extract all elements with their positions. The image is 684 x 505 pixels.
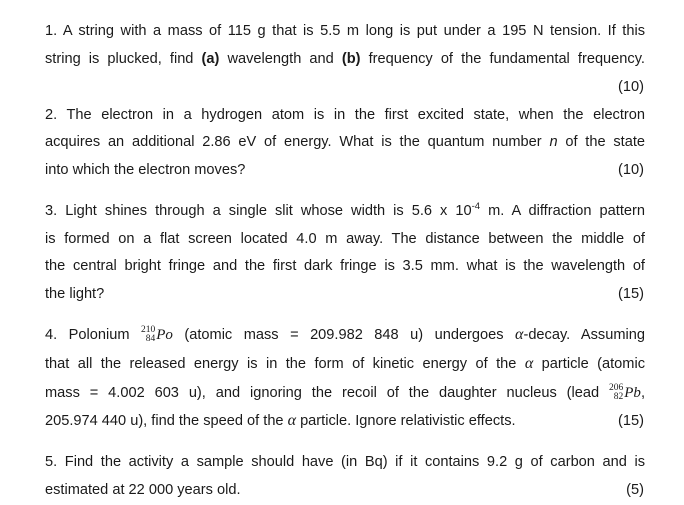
q1-text-2a: string is plucked, find xyxy=(45,51,202,67)
q3-text-1b: m. A diffraction pattern xyxy=(480,203,645,219)
lead-nuclide xyxy=(609,384,641,403)
q2-points: (10) xyxy=(618,162,644,178)
q3-number: 3. xyxy=(45,203,58,219)
pb-atomic-number: 82 xyxy=(613,391,624,402)
q4-line-3 xyxy=(45,384,645,403)
q1-number: 1. xyxy=(45,23,58,39)
q4-text-1a: Polonium xyxy=(68,327,141,343)
q4-text-4a: 205.974 440 u), find the speed of the xyxy=(45,413,288,429)
q1-part-a: (a) xyxy=(201,51,220,67)
q3-line-4: the light? xyxy=(45,286,105,302)
q2-text-2a: acquires an additional 2.86 eV of energy. What is the quantum number xyxy=(45,134,550,150)
po-atomic-number: 84 xyxy=(145,333,156,344)
q2-number: 2. xyxy=(45,107,58,123)
q1-part-b: (b) xyxy=(341,51,361,67)
q5-number: 5. xyxy=(45,454,58,470)
q4-text-4b: particle. Ignore relativistic effects. xyxy=(296,413,516,429)
q2-line-3: into which the electron moves? xyxy=(45,162,246,178)
q3-text-1a: Light shines through a single slit whose width is 5.6 x 10 xyxy=(65,203,472,219)
q3-exponent: -4 xyxy=(471,201,481,212)
q2-text-2b: of the state xyxy=(557,134,646,150)
q2-variable-n: n xyxy=(549,134,558,150)
q2-text-1: The electron in a hydrogen atom is in the first excited state, when the electron xyxy=(66,107,645,123)
q4-text-2b: particle (atomic xyxy=(533,356,645,372)
q3-line-3: the central bright fringe and the first dark fringe is 3.5 mm. what is the wavelength of xyxy=(45,258,645,274)
q4-line-1 xyxy=(45,326,645,345)
q4-line-4 xyxy=(45,412,645,430)
q1-text-1: A string with a mass of 115 g that is 5.5 m long is put under a 195 N tension. If this xyxy=(62,23,645,39)
q4-line-2 xyxy=(45,355,645,373)
q3-points: (15) xyxy=(618,286,644,302)
polonium-nuclide xyxy=(141,326,173,345)
q4-text-1b: (atomic mass = 209.982 848 u) undergoes xyxy=(172,327,516,343)
pb-mass-number: 206 xyxy=(609,382,624,393)
q4-points: (15) xyxy=(618,413,644,429)
q5-points: (5) xyxy=(626,482,644,498)
q4-text-1c: -decay. Assuming xyxy=(523,327,645,343)
q1-text-2c: frequency of the fundamental frequency. xyxy=(360,51,645,67)
q4-text-2a: that all the released energy is in the form of kinetic energy of the xyxy=(45,356,525,372)
alpha-symbol: α xyxy=(515,326,524,343)
q4-text-3b: , xyxy=(640,385,645,401)
q3-line-2: is formed on a flat screen located 4.0 m away. The distance between the middle of xyxy=(45,231,645,247)
q5-text-1: Find the activity a sample should have (in Bq) if it contains 9.2 g of carbon and is xyxy=(64,454,645,470)
po-symbol: Po xyxy=(156,327,173,343)
q3-line-1 xyxy=(45,202,645,220)
q2-line-2 xyxy=(45,133,645,151)
q1-text-2b: wavelength and xyxy=(219,51,342,67)
q4-number: 4. xyxy=(45,327,58,343)
q5-line-1 xyxy=(45,453,645,471)
q1-line-1 xyxy=(45,22,645,40)
q5-line-2: estimated at 22 000 years old. xyxy=(45,482,241,498)
po-mass-number: 210 xyxy=(140,324,156,335)
alpha-symbol: α xyxy=(287,412,297,429)
pb-symbol: Pb xyxy=(624,385,641,401)
q1-points: (10) xyxy=(618,79,644,95)
q4-text-3a: mass = 4.002 603 u), and ignoring the recoil of the daughter nucleus (lead xyxy=(45,385,610,401)
alpha-symbol: α xyxy=(524,355,534,372)
q2-line-1 xyxy=(45,106,645,124)
q1-line-2 xyxy=(45,50,645,68)
